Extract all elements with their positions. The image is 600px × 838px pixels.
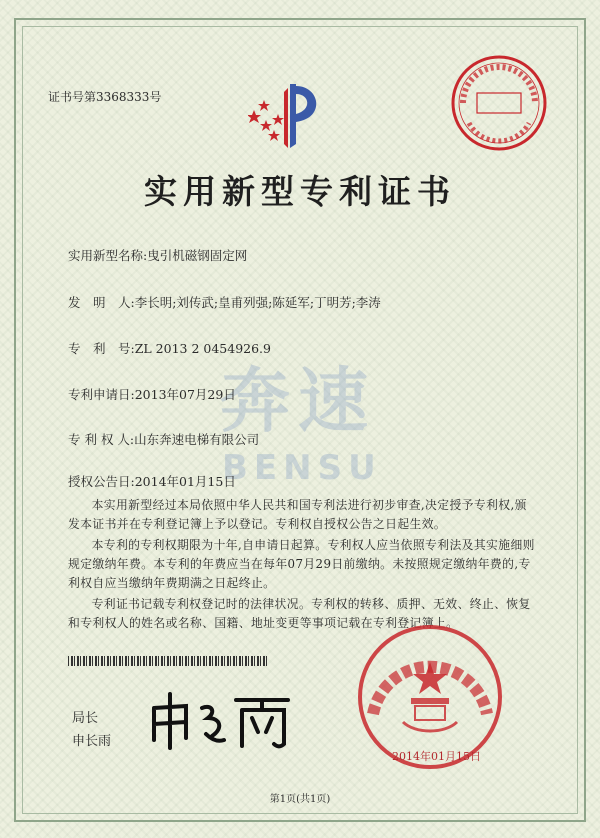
barcode xyxy=(68,656,268,666)
field-label: 专利申请日: xyxy=(68,387,135,402)
field-grant-date xyxy=(68,472,236,490)
field-utility-name xyxy=(68,246,247,264)
director-name: 申长雨 xyxy=(72,734,112,749)
director-title: 局长 xyxy=(72,711,99,726)
field-label: 授权公告日: xyxy=(68,474,135,489)
field-value: 2014年01月15日 xyxy=(134,474,236,489)
certificate-body xyxy=(68,496,536,635)
field-patent-number xyxy=(68,339,271,357)
field-inventors xyxy=(68,293,381,311)
certificate-title: 实用新型专利证书 xyxy=(144,172,456,211)
field-patentee xyxy=(68,430,259,448)
patent-office-logo-icon xyxy=(248,78,328,150)
seal-date: 2014年01月15日 xyxy=(392,750,481,763)
body-paragraph: 本专利的专利权期限为十年,自申请日起算。专利权人应当依照专利法及其实施细则规定缴纳年费。本专利的年费应当在每年07月29日前缴纳。未按照规定缴纳年费的,专利权自应当缴纳年费期满之日起终止。 xyxy=(68,538,535,590)
field-label: 专 利 权 人: xyxy=(68,432,135,447)
field-value: 山东奔速电梯有限公司 xyxy=(134,432,260,447)
field-label: 发 明 人: xyxy=(68,295,135,310)
review-seal-icon xyxy=(449,53,549,153)
body-paragraph: 专利证书记载专利权登记时的法律状况。专利权的转移、质押、无效、终止、恢复和专利权人的姓名或名称、国籍、地址变更等事项记载在专利登记簿上。 xyxy=(68,597,531,630)
field-value: 曳引机磁钢固定网 xyxy=(147,248,248,263)
director-signature-icon xyxy=(146,688,296,750)
watermark-chinese: 奔速 xyxy=(220,360,376,442)
field-label: 实用新型名称: xyxy=(68,248,148,263)
certificate-number: 证书号第3368333号 xyxy=(48,90,162,104)
field-value: ZL 2013 2 0454926.9 xyxy=(134,341,271,356)
field-application-date xyxy=(68,385,236,403)
field-value: 2013年07月29日 xyxy=(134,387,236,402)
body-paragraph: 本实用新型经过本局依照中华人民共和国专利法进行初步审查,决定授予专利权,颁发本证书并在专利登记簿上予以登记。专利权自授权公告之日起生效。 xyxy=(68,498,527,531)
watermark-english: BENSU xyxy=(222,448,382,488)
field-label: 专 利 号: xyxy=(68,341,135,356)
page-number: 第1页(共1页) xyxy=(269,794,331,805)
field-value: 李长明;刘传武;皇甫列强;陈延军;丁明芳;李涛 xyxy=(134,295,381,310)
